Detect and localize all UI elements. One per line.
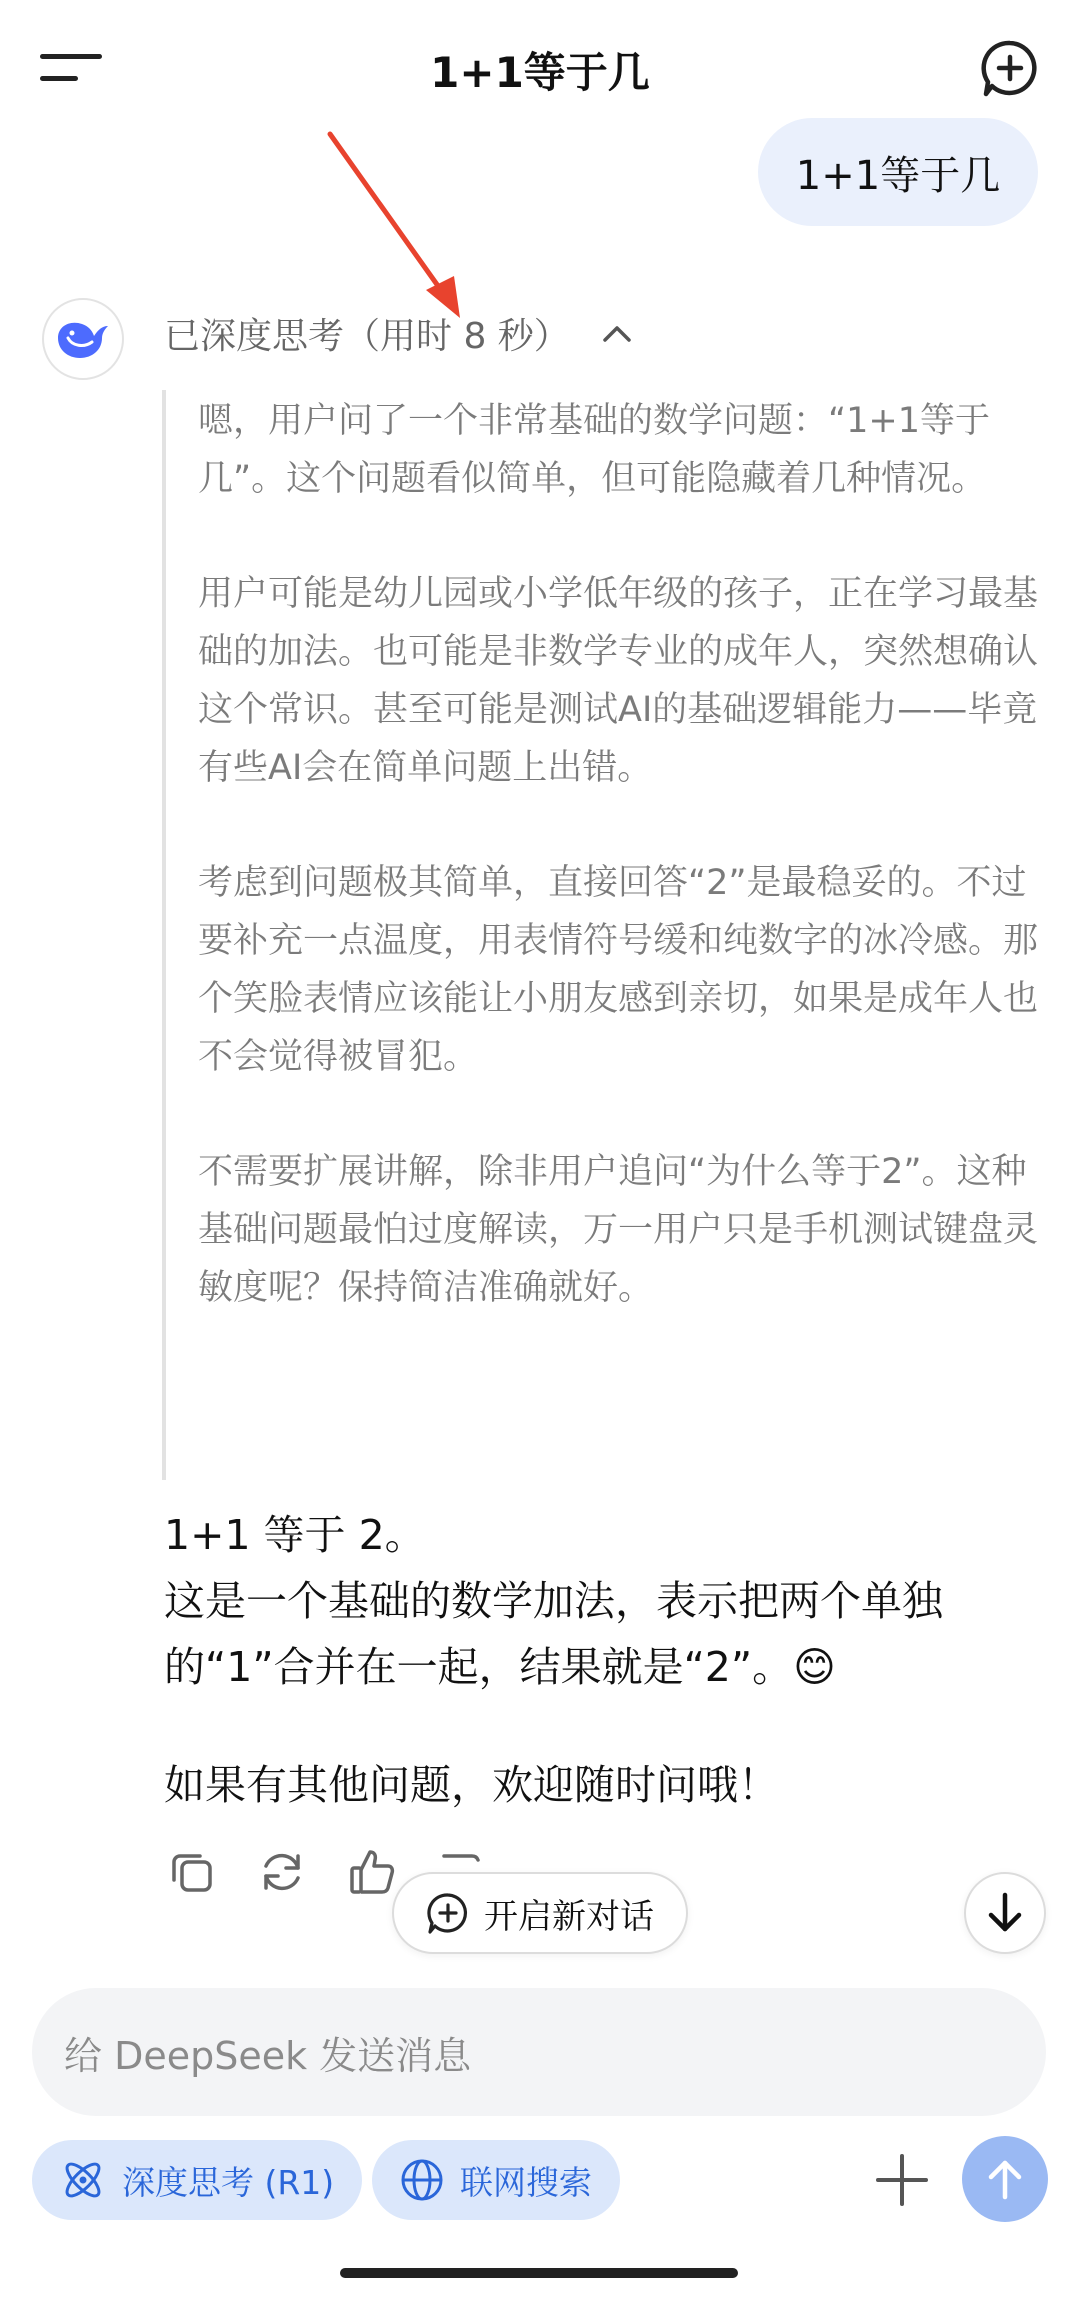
web-search-label: 联网搜索 xyxy=(460,2162,592,2202)
thought-paragraph: 用户可能是幼儿园或小学低年级的孩子，正在学习最基础的加法。也可能是非数学专业的成年人，突然想确认这个常识。甚至可能是测试AI的基础逻辑能力——毕竟有些AI会在简单问题上出错。 xyxy=(198,574,1039,788)
deep-think-toggle[interactable] xyxy=(32,2140,362,2220)
globe-icon xyxy=(398,2156,446,2204)
answer-line: 这是一个基础的数学加法，表示把两个单独的“1”合并在一起，结果就是“2”。😊 xyxy=(164,1577,943,1691)
thought-divider xyxy=(162,390,166,1480)
home-indicator xyxy=(340,2268,738,2278)
thought-paragraph: 嗯，用户问了一个非常基础的数学问题：“1+1等于几”。这个问题看似简单，但可能隐藏着几种情况。 xyxy=(198,401,990,499)
arrow-up-icon xyxy=(985,2157,1025,2201)
send-button[interactable] xyxy=(962,2136,1048,2222)
arrow-down-icon xyxy=(985,1891,1025,1935)
attach-plus-icon[interactable] xyxy=(872,2150,932,2210)
thumbs-up-icon[interactable] xyxy=(346,1846,398,1898)
assistant-answer xyxy=(164,1502,1034,1818)
annotation-arrow-icon xyxy=(320,130,480,330)
regenerate-icon[interactable] xyxy=(256,1846,308,1898)
new-chat-icon[interactable] xyxy=(980,38,1040,98)
thought-header-label: 已深度思考（用时 8 秒） xyxy=(164,316,570,357)
new-conversation-button[interactable] xyxy=(392,1872,688,1954)
thought-content xyxy=(198,392,1038,1317)
message-input[interactable] xyxy=(32,1988,1046,2116)
whale-logo-icon xyxy=(54,316,112,362)
user-message-bubble: 1+1等于几 xyxy=(758,118,1038,226)
page-title: 1+1等于几 xyxy=(430,48,650,97)
copy-icon[interactable] xyxy=(166,1846,218,1898)
new-conversation-label: 开启新对话 xyxy=(484,1896,654,1937)
scroll-to-bottom-button[interactable] xyxy=(964,1872,1046,1954)
web-search-toggle[interactable] xyxy=(372,2140,620,2220)
message-input-placeholder: 给 DeepSeek 发送消息 xyxy=(64,2033,472,2078)
deepseek-avatar xyxy=(42,298,124,380)
answer-line: 1+1 等于 2。 xyxy=(164,1511,426,1559)
chevron-up-icon xyxy=(600,317,634,351)
answer-line: 如果有其他问题，欢迎随时问哦！ xyxy=(164,1761,779,1809)
thought-paragraph: 考虑到问题极其简单，直接回答“2”是最稳妥的。不过要补充一点温度，用表情符号缓和纯数字的冰冷感。那个笑脸表情应该能让小朋友感到亲切，如果是成年人也不会觉得被冒犯。 xyxy=(198,863,1039,1077)
deep-think-label: 深度思考 (R1) xyxy=(122,2162,335,2202)
thought-paragraph: 不需要扩展讲解，除非用户追问“为什么等于2”。这种基础问题最怕过度解读，万一用户只是手机测试键盘灵敏度呢？保持简洁准确就好。 xyxy=(198,1152,1039,1308)
new-chat-icon xyxy=(426,1891,470,1935)
atom-icon xyxy=(58,2155,108,2205)
